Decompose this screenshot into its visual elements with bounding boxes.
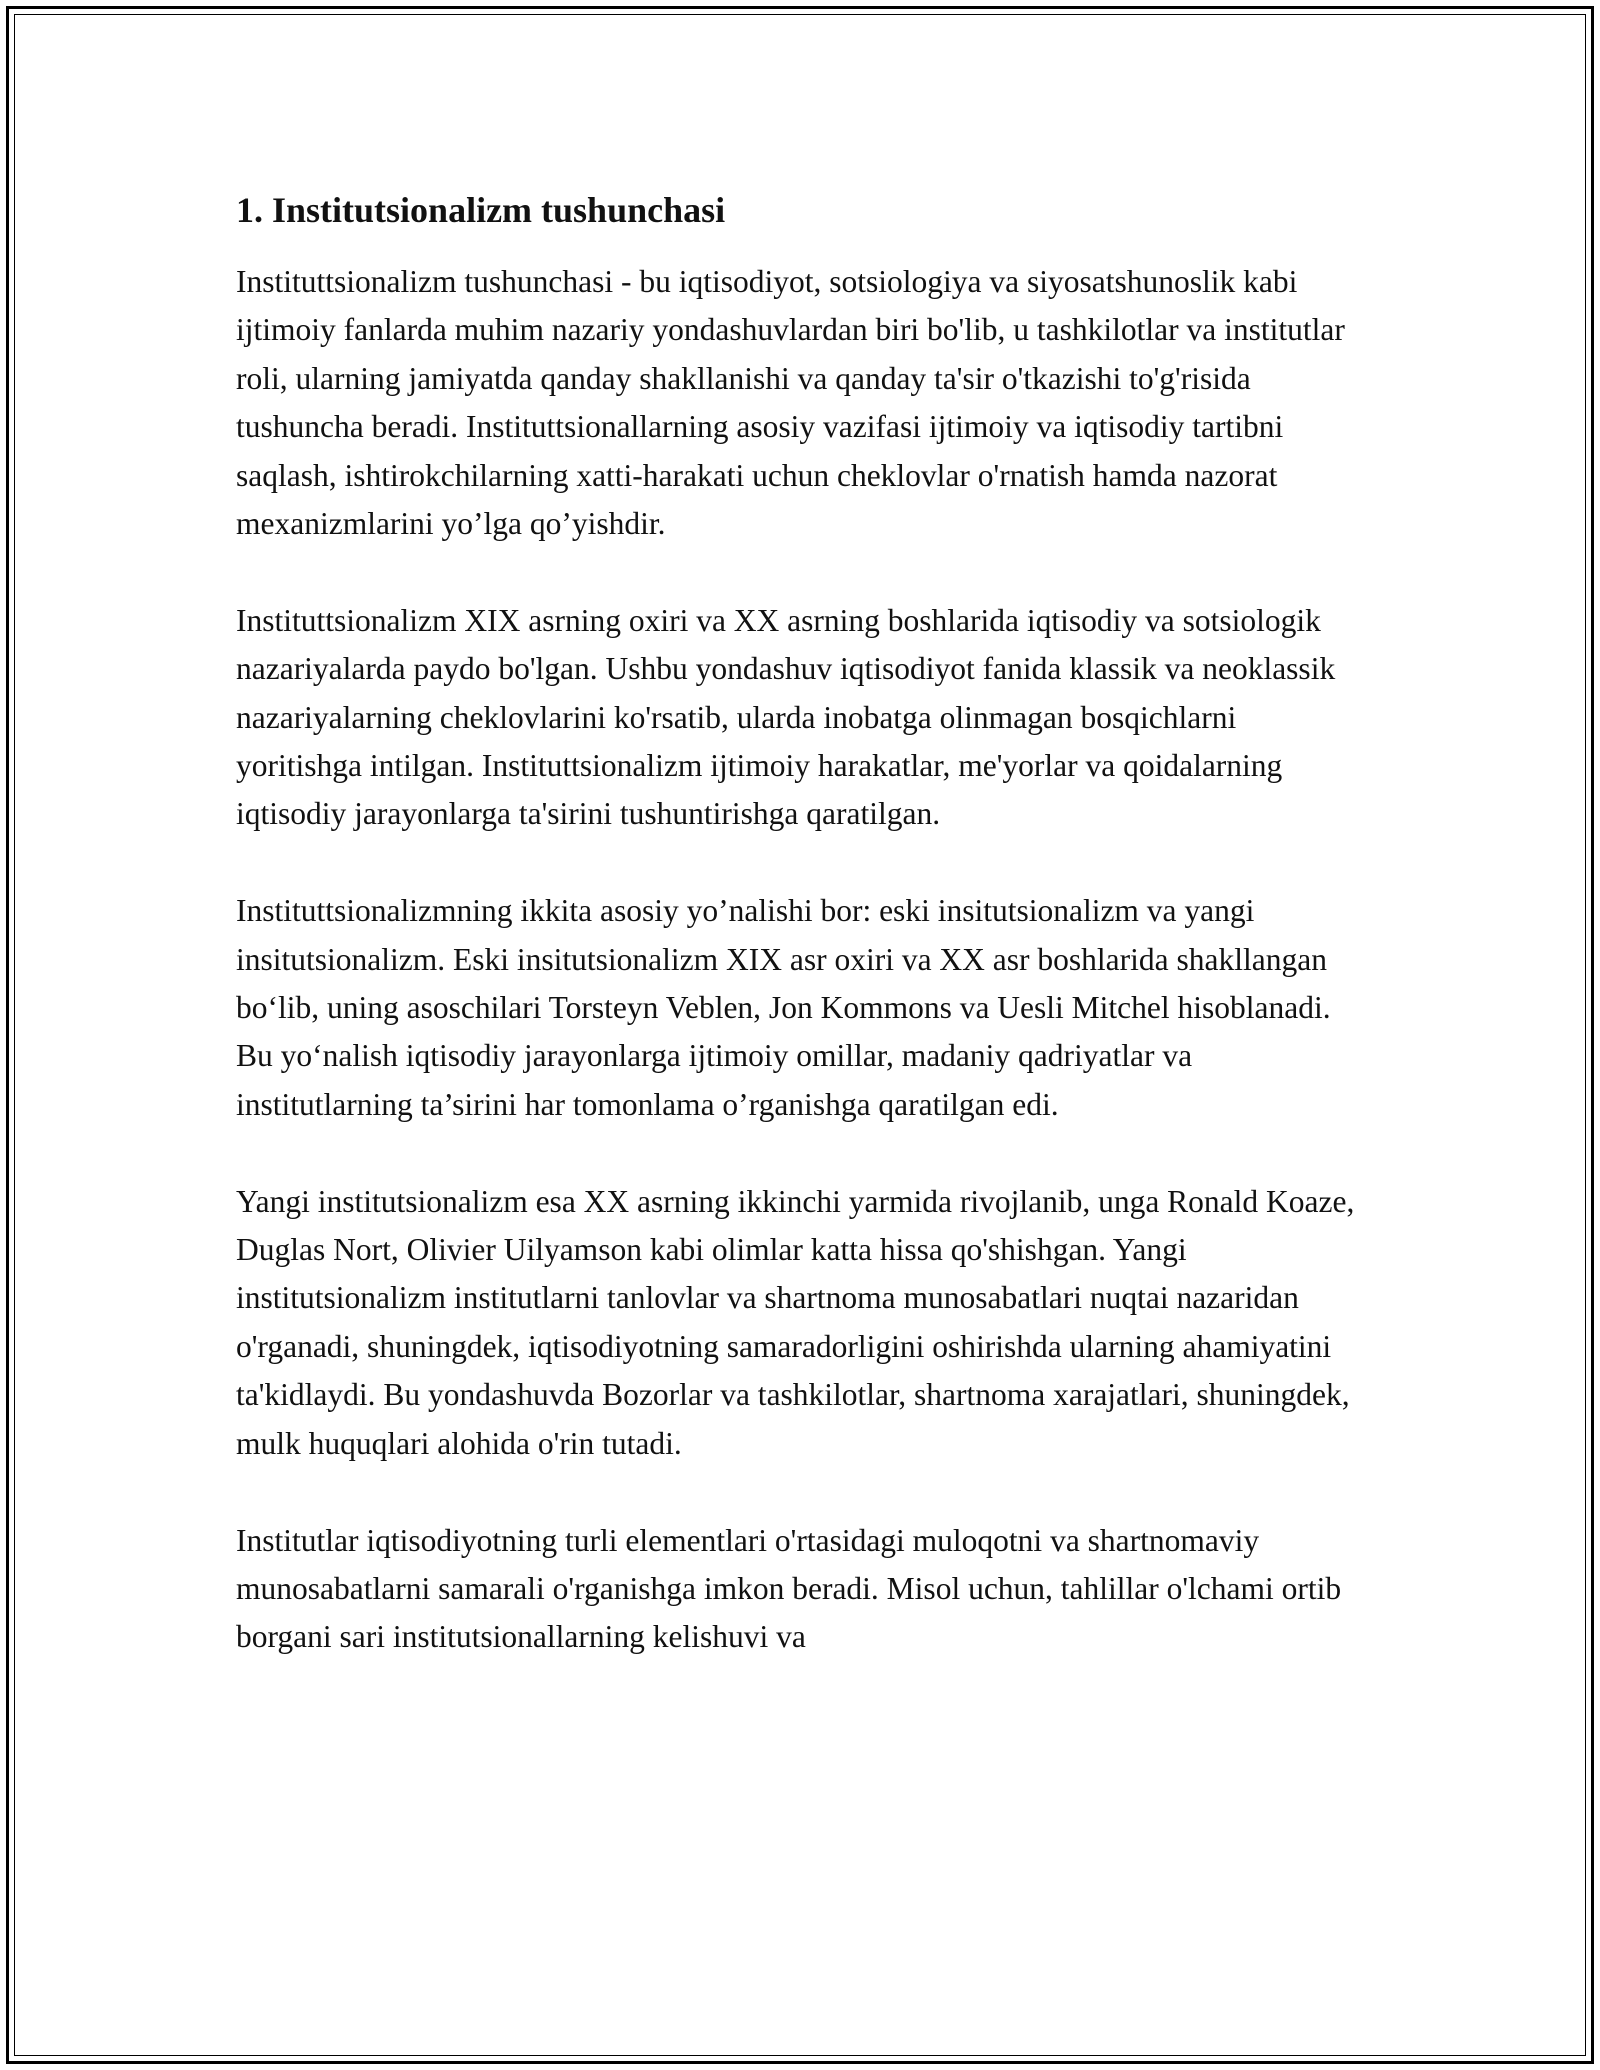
paragraph-3: Instituttsionalizmning ikkita asosiy yo’nalishi bor: eski insitutsionalizm va yangi insitutsionalizm. Eski insitutsionalizm XIX asr oxiri va XX asr boshlarida shakllangan bo‘lib, uning asoschilari Torsteyn Veblen, Jon Kommons va Uesli Mitchel hisoblanadi. Bu yo‘nalish iqtisodiy jarayonlarga ijtimoiy omillar, madaniy qadriyatlar va institutlarning ta’sirini har tomonlama o’rganishga qaratilgan edi. — [236, 893, 1331, 1122]
paragraph-1: Instituttsionalizm tushunchasi - bu iqtisodiyot, sotsiologiya va siyosatshunoslik kabi ijtimoiy fanlarda muhim nazariy yondashuvlardan biri bo'lib, u tashkilotlar va institutlar roli, ularning jamiyatda qanday shakllanishi va qanday ta'sir o'tkazishi to'g'risida tushuncha beradi. Instituttsionallarning asosiy vazifasi ijtimoiy va iqtisodiy tartibni saqlash, ishtirokchilarning xatti-harakati uchun cheklovlar o'rnatish hamda nazorat mexanizmlarini yo’lga qo’yishdir. — [236, 264, 1345, 542]
paragraph-5: Institutlar iqtisodiyotning turli elementlari o'rtasidagi muloqotni va shartnomaviy munosabatlarni samarali o'rganishga imkon beradi. Misol uchun, tahlillar o'lchami ortib borgani sari institutsionallarning kelishuvi va — [236, 1522, 1342, 1655]
document-body — [236, 186, 1370, 1710]
paragraph-4: Yangi institutsionalizm esa XX asrning ikkinchi yarmida rivojlanib, unga Ronald Koaze, Duglas Nort, Olivier Uilyamson kabi olimlar katta hissa qo'shishgan. Yangi institutsionalizm institutlarni tanlovlar va shartnoma munosabatlari nuqtai nazaridan o'rganadi, shuningdek, iqtisodiyotning samaradorligini oshirishda ularning ahamiyatini ta'kidlaydi. Bu yondashuvda Bozorlar va tashkilotlar, shartnoma xarajatlari, shuningdek, mulk huquqlari alohida o'rin tutadi. — [236, 1183, 1355, 1461]
section-heading: 1. Institutsionalizm tushunchasi — [236, 190, 726, 230]
paragraph-2: Instituttsionalizm XIX asrning oxiri va XX asrning boshlarida iqtisodiy va sotsiologik nazariyalarda paydo bo'lgan. Ushbu yondashuv iqtisodiyot fanida klassik va neoklassik nazariyalarning cheklovlarini ko'rsatib, ularda inobatga olinmagan bosqichlarni yoritishga intilgan. Instituttsionalizm ijtimoiy harakatlar, me'yorlar va qoidalarning iqtisodiy jarayonlarga ta'sirini tushuntirishga qaratilgan. — [236, 602, 1336, 832]
